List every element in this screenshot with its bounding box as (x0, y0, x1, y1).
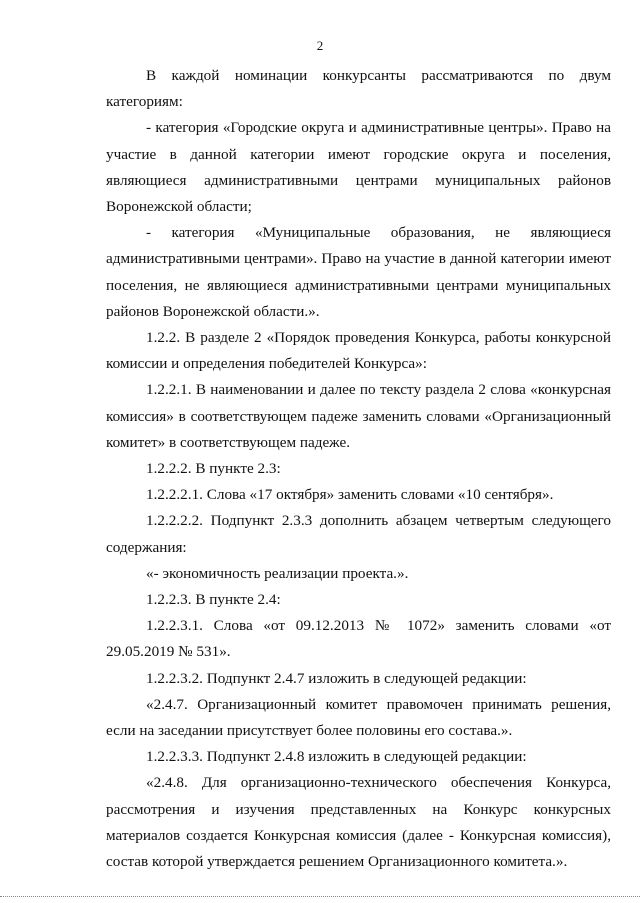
paragraph-2-4-8-quote: «2.4.8. Для организационно-технического обеспечения Конкурса, рассмотрения и изучения представленных на Конкурс конкурсных материалов создается Конкурсная комиссия (далее - Конкурсная комиссия), состав которой утверждается решением Организационного комитета.». (106, 774, 611, 871)
paragraph-section-2: 1.2.2. В разделе 2 «Порядок проведения Конкурса, работы конкурсной комиссии и определения победителей Конкурса»: (106, 329, 611, 373)
paragraph-category-urban: - категория «Городские округа и административные центры». Право на участие в данной категории имеют городские округа и поселения, являющиеся административными центрами муниципальных районов Воронежской области; (106, 119, 611, 216)
paragraph-categories-intro: В каждой номинации конкурсанты рассматриваются по двум категориям: (106, 67, 611, 111)
paragraph-1-2-2-2-1: 1.2.2.2.1. Слова «17 октября» заменить словами «10 сентября». (146, 486, 554, 504)
paragraph-1-2-2-3-2: 1.2.2.3.2. Подпункт 2.4.7 изложить в следующей редакции: (146, 669, 527, 687)
paragraph-1-2-2-2-2: 1.2.2.2.2. Подпункт 2.3.3 дополнить абзацем четвертым следующего содержания: (106, 512, 611, 556)
paragraph-1-2-2-3: 1.2.2.3. В пункте 2.4: (146, 591, 281, 609)
paragraph-1-2-2-2: 1.2.2.2. В пункте 2.3: (146, 460, 281, 478)
paragraph-1-2-2-1: 1.2.2.1. В наименовании и далее по тексту раздела 2 слова «конкурсная комиссия» в соответствующем падеже заменить словами «Организационный комитет» в соответствующем падеже. (106, 381, 611, 451)
page-bottom-rule (0, 896, 640, 897)
paragraph-category-municipal: - категория «Муниципальные образования, не являющиеся административными центрами». Право на участие в данной категории имеют поселения, не являющиеся административными центрами муниципальных районов Воронежской области.». (106, 224, 611, 320)
paragraph-economy-quote: «- экономичность реализации проекта.». (146, 564, 409, 582)
page-number: 2 (316, 38, 324, 53)
paragraph-1-2-2-3-3: 1.2.2.3.3. Подпункт 2.4.8 изложить в следующей редакции: (146, 748, 527, 766)
paragraph-1-2-2-3-1: 1.2.2.3.1. Слова «от 09.12.2013 № 1072» заменить словами «от 29.05.2019 № 531». (106, 617, 611, 661)
document-body (106, 63, 611, 875)
paragraph-2-4-7-quote: «2.4.7. Организационный комитет правомочен принимать решения, если на заседании присутствует более половины его состава.». (106, 695, 611, 740)
